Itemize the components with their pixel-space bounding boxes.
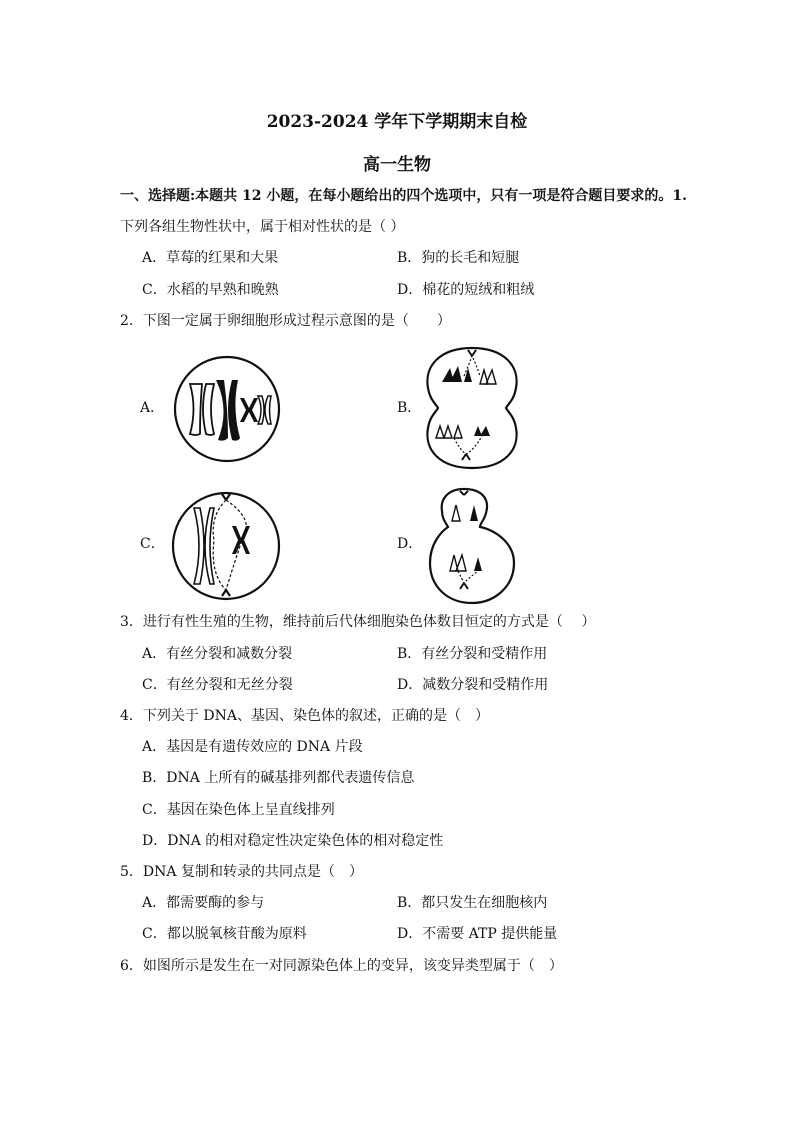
q4-option-a: A．基因是有遗传效应的 DNA 片段 <box>142 739 363 755</box>
q3-stem: 3．进行有性生殖的生物，维持前后代体细胞染色体数目恒定的方式是（ ） <box>120 614 596 630</box>
q5-stem: 5．DNA 复制和转录的共同点是（ ） <box>120 864 363 880</box>
q4-option-d: D．DNA 的相对稳定性决定染色体的相对稳定性 <box>142 833 444 849</box>
q1-option-c: C．水稻的早熟和晚熟 <box>142 282 279 298</box>
q2-option-a: A． <box>140 400 165 416</box>
q3-option-c: C．有丝分裂和无丝分裂 <box>142 677 293 693</box>
q2-option-b: B． <box>397 400 422 416</box>
q5-option-c: C．都以脱氧核苷酸为原料 <box>142 926 307 942</box>
page-title: 2023-2024 学年下学期期末自检 <box>266 112 528 132</box>
q4-stem: 4．下列关于 DNA、基因、染色体的叙述，正确的是（ ） <box>120 708 489 724</box>
q2-option-c: C． <box>140 536 165 552</box>
cell-diagram-c <box>170 490 282 602</box>
cell-diagram-a <box>172 354 282 464</box>
cell-diagram-d <box>424 485 520 605</box>
section-intro: 一、选择题:本题共 12 小题，在每小题给出的四个选项中，只有一项是符合题目要求的。1. <box>120 188 688 204</box>
q1-option-d: D．棉花的短绒和粗绒 <box>397 282 535 298</box>
cell-diagram-b <box>424 346 520 471</box>
q4-option-c: C．基因在染色体上呈直线排列 <box>142 802 335 818</box>
q2-option-d: D． <box>397 536 423 552</box>
q1-stem: 下列各组生物性状中，属于相对性状的是（ ） <box>120 219 405 235</box>
q3-option-d: D．减数分裂和受精作用 <box>397 677 549 693</box>
q1-option-b: B．狗的长毛和短腿 <box>397 250 520 266</box>
q3-option-a: A．有丝分裂和减数分裂 <box>142 646 293 662</box>
q3-option-b: B．有丝分裂和受精作用 <box>397 646 548 662</box>
q1-option-a: A．草莓的红果和大果 <box>142 250 279 266</box>
q5-option-d: D．不需要 ATP 提供能量 <box>397 926 558 942</box>
q2-stem: 2．下图一定属于卵细胞形成过程示意图的是（ ） <box>120 313 451 329</box>
q6-stem: 6．如图所示是发生在一对同源染色体上的变异，该变异类型属于（ ） <box>120 958 563 974</box>
q5-option-b: B．都只发生在细胞核内 <box>397 895 548 911</box>
q5-option-a: A．都需要酶的参与 <box>142 895 265 911</box>
q4-option-b: B．DNA 上所有的碱基排列都代表遗传信息 <box>142 770 415 786</box>
page-subtitle: 高一生物 <box>363 155 431 175</box>
